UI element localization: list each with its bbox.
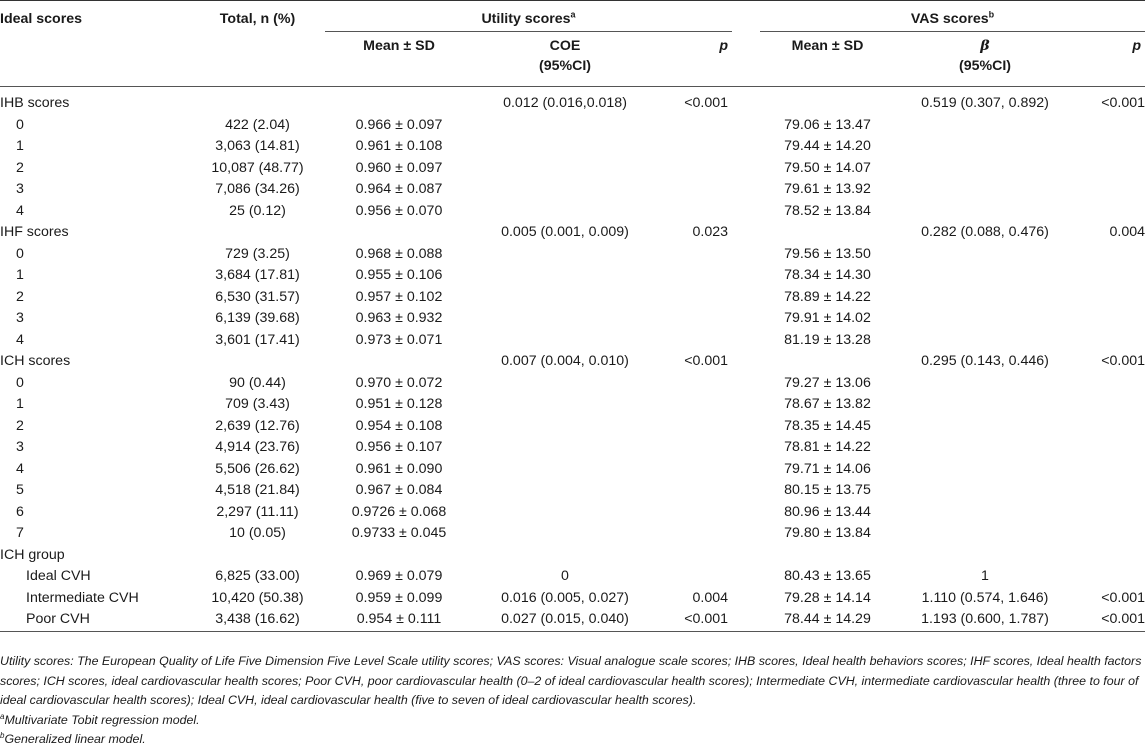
empty-cell xyxy=(732,222,760,244)
row-label: 1 xyxy=(16,396,24,412)
empty-cell xyxy=(732,459,760,481)
row-label: 0 xyxy=(16,245,24,262)
empty-cell xyxy=(657,394,732,416)
table-row xyxy=(0,158,1145,180)
utility-p: <0.001 xyxy=(684,353,728,369)
row-total: 10,087 (48.77) xyxy=(211,159,304,176)
table-row xyxy=(0,480,1145,502)
empty-cell xyxy=(895,480,1075,502)
row-total: 6,139 (39.68) xyxy=(215,310,300,326)
row-total: 3,601 (17.41) xyxy=(215,331,300,348)
vas-beta: 0.519 (0.307, 0.892) xyxy=(921,95,1049,111)
row-utility-mean: 0.954 ± 0.111 xyxy=(325,609,473,631)
empty-cell xyxy=(895,158,1075,180)
row-utility-mean: 0.967 ± 0.084 xyxy=(355,482,443,498)
empty-cell xyxy=(657,330,732,352)
empty-cell xyxy=(473,287,657,309)
group-label: ICH group xyxy=(0,546,65,563)
empty-cell xyxy=(732,265,760,287)
empty-cell xyxy=(732,566,760,588)
row-utility-mean: 0.954 ± 0.108 xyxy=(355,417,443,434)
row-vas-mean: 78.44 ± 14.29 xyxy=(760,609,895,631)
empty-cell xyxy=(473,373,657,395)
row-utility-mean: 0.9733 ± 0.045 xyxy=(351,525,447,541)
empty-cell xyxy=(732,351,760,373)
empty-cell xyxy=(1075,136,1145,158)
empty-cell xyxy=(473,523,657,545)
vas-p: <0.001 xyxy=(1101,95,1145,111)
footnote-a xyxy=(0,711,1145,731)
header-vas-sup: b xyxy=(988,9,995,20)
row-utility-mean: 0.973 ± 0.071 xyxy=(355,331,443,348)
group-label: ICH scores xyxy=(0,353,71,369)
group-header-row xyxy=(0,222,1145,244)
empty-cell xyxy=(473,459,657,481)
empty-cell xyxy=(473,158,657,180)
empty-cell xyxy=(1075,201,1145,223)
row-vas-p: <0.001 xyxy=(1075,609,1145,631)
empty-cell xyxy=(1075,394,1145,416)
row-label: 6 xyxy=(16,503,24,520)
row-utility-coe: 0.027 (0.015, 0.040) xyxy=(473,609,657,631)
empty-cell xyxy=(1075,330,1145,352)
row-label: Intermediate CVH xyxy=(26,589,139,606)
table-row xyxy=(0,416,1145,438)
header-utility-label: Utility scores xyxy=(481,11,571,27)
table-row xyxy=(0,308,1145,330)
utility-coe: 0.012 (0.016,0.018) xyxy=(503,95,627,111)
empty-cell xyxy=(732,201,760,223)
empty-cell xyxy=(732,136,760,158)
empty-cell xyxy=(657,136,732,158)
empty-cell xyxy=(895,201,1075,223)
row-total: 7,086 (34.26) xyxy=(215,181,300,197)
empty-cell xyxy=(732,308,760,330)
empty-cell xyxy=(473,437,657,459)
utility-p: 0.023 xyxy=(692,224,728,240)
empty-cell xyxy=(1075,373,1145,395)
row-utility-mean: 0.960 ± 0.097 xyxy=(355,159,443,176)
empty-cell xyxy=(190,222,325,244)
empty-cell xyxy=(732,502,760,524)
empty-cell xyxy=(895,459,1075,481)
row-utility-p xyxy=(657,566,732,588)
empty-cell xyxy=(657,308,732,330)
row-vas-beta: 1.110 (0.574, 1.646) xyxy=(921,589,1049,606)
empty-cell xyxy=(895,523,1075,545)
empty-cell xyxy=(657,244,732,266)
empty-cell xyxy=(657,480,732,502)
empty-cell xyxy=(895,287,1075,309)
row-total: 3,438 (16.62) xyxy=(190,609,325,631)
table-row xyxy=(0,394,1145,416)
table-row xyxy=(0,265,1145,287)
table-row xyxy=(0,566,1145,588)
vas-beta: 0.282 (0.088, 0.476) xyxy=(921,224,1049,240)
row-total: 25 (0.12) xyxy=(229,202,286,219)
empty-cell xyxy=(473,136,657,158)
empty-cell xyxy=(473,179,657,201)
empty-cell xyxy=(732,437,760,459)
header-beta-label: β xyxy=(980,38,990,54)
row-utility-mean: 0.951 ± 0.128 xyxy=(355,396,443,412)
empty-cell xyxy=(760,87,895,115)
empty-cell xyxy=(895,502,1075,524)
row-label: 4 xyxy=(16,331,24,348)
row-total: 10,420 (50.38) xyxy=(211,589,304,606)
empty-cell xyxy=(473,330,657,352)
empty-cell xyxy=(732,545,760,567)
empty-cell xyxy=(1075,480,1145,502)
row-label: Ideal CVH xyxy=(26,568,91,584)
table-row xyxy=(0,609,1145,631)
utility-coe: 0.007 (0.004, 0.010) xyxy=(501,353,629,369)
row-total: 4,518 (21.84) xyxy=(215,482,300,498)
abbreviations-note: Utility scores: The European Quality of Life Five Dimension Five Level Scale utility scores; VAS scores: Visual analogue scale scores; IHB scores, Ideal health behaviors scores; IHF scores, Ideal health factors scores; ICH scores, ideal cardiovascular health scores; Poor CVH, poor cardiovascular health (0–2 of ideal cardiovascular health scores); Intermediate CVH, intermediate cardiovascular health (three to four of ideal cardiovascular health scores); Ideal CVH, ideal cardiovascular health (five to seven of ideal cardiovascular health scores). xyxy=(0,654,1142,707)
row-utility-coe: 0 xyxy=(561,568,569,584)
row-utility-mean: 0.961 ± 0.108 xyxy=(355,138,443,154)
empty-cell xyxy=(895,545,1075,567)
header-utility-mean-sd: Mean ± SD xyxy=(363,38,435,54)
row-label: 1 xyxy=(16,267,24,283)
row-total: 709 (3.43) xyxy=(225,396,290,412)
empty-cell xyxy=(657,158,732,180)
row-vas-mean: 79.27 ± 13.06 xyxy=(784,374,871,391)
table-row xyxy=(0,330,1145,352)
utility-p: <0.001 xyxy=(684,95,728,111)
empty-cell xyxy=(473,308,657,330)
empty-cell xyxy=(657,523,732,545)
empty-cell xyxy=(657,201,732,223)
vas-p: 0.004 xyxy=(1109,224,1145,240)
table-row xyxy=(0,459,1145,481)
empty-cell xyxy=(473,265,657,287)
row-label: 3 xyxy=(16,439,24,455)
row-label: 0 xyxy=(16,374,24,391)
empty-cell xyxy=(1075,502,1145,524)
header-vas-label: VAS scores xyxy=(910,11,989,27)
empty-cell xyxy=(657,416,732,438)
row-label: 2 xyxy=(16,417,24,434)
row-vas-mean: 79.80 ± 13.84 xyxy=(784,525,871,541)
row-utility-p: 0.004 xyxy=(692,589,728,606)
empty-cell xyxy=(473,480,657,502)
table-row xyxy=(0,179,1145,201)
empty-cell xyxy=(732,87,760,115)
row-vas-mean: 78.52 ± 13.84 xyxy=(784,202,871,219)
row-total: 2,297 (11.11) xyxy=(216,503,299,520)
empty-cell xyxy=(895,373,1075,395)
empty-cell xyxy=(657,437,732,459)
row-label: 7 xyxy=(16,525,24,541)
table-row xyxy=(0,115,1145,137)
header-utility-sup: a xyxy=(570,9,576,20)
empty-cell xyxy=(657,502,732,524)
empty-cell xyxy=(732,523,760,545)
empty-cell xyxy=(325,351,473,373)
empty-cell xyxy=(473,244,657,266)
row-utility-p: <0.001 xyxy=(657,609,732,631)
footnote-b xyxy=(0,730,1145,750)
empty-cell xyxy=(657,265,732,287)
row-vas-mean: 80.43 ± 13.65 xyxy=(784,568,871,584)
table-notes xyxy=(0,652,1145,750)
table-body xyxy=(0,87,1145,632)
empty-cell xyxy=(190,87,325,115)
empty-cell xyxy=(732,609,760,631)
group-label: IHF scores xyxy=(0,224,69,240)
row-label: 2 xyxy=(16,159,24,176)
vas-beta: 0.295 (0.143, 0.446) xyxy=(921,353,1049,369)
group-header-row xyxy=(0,545,1145,567)
row-total: 5,506 (26.62) xyxy=(215,460,300,477)
table-row xyxy=(0,502,1145,524)
row-label: 4 xyxy=(16,202,24,219)
empty-cell xyxy=(1075,158,1145,180)
row-vas-mean: 79.61 ± 13.92 xyxy=(784,181,871,197)
empty-cell xyxy=(1075,545,1145,567)
row-vas-mean: 78.34 ± 14.30 xyxy=(784,267,871,283)
row-vas-mean: 79.28 ± 14.14 xyxy=(784,589,871,606)
row-vas-mean: 79.91 ± 14.02 xyxy=(784,310,871,326)
empty-cell xyxy=(895,416,1075,438)
header-coe-ci: (95%CI) xyxy=(538,58,592,74)
empty-cell xyxy=(895,136,1075,158)
empty-cell xyxy=(473,394,657,416)
table-row xyxy=(0,523,1145,545)
empty-cell xyxy=(657,545,732,567)
row-total: 422 (2.04) xyxy=(225,116,290,133)
empty-cell xyxy=(732,158,760,180)
header-utility-scores xyxy=(325,1,732,32)
table-row xyxy=(0,244,1145,266)
group-header-row xyxy=(0,351,1145,373)
empty-cell xyxy=(895,115,1075,137)
row-label: 2 xyxy=(16,288,24,305)
row-utility-mean: 0.966 ± 0.097 xyxy=(355,116,443,133)
empty-cell xyxy=(473,545,657,567)
row-utility-mean: 0.968 ± 0.088 xyxy=(355,245,443,262)
row-utility-mean: 0.961 ± 0.090 xyxy=(355,460,443,477)
vas-p: <0.001 xyxy=(1101,353,1145,369)
empty-cell xyxy=(732,588,760,610)
header-gap xyxy=(732,1,760,32)
header-vas-mean-sd: Mean ± SD xyxy=(791,38,864,54)
empty-cell xyxy=(657,287,732,309)
utility-coe: 0.005 (0.001, 0.009) xyxy=(501,224,629,240)
empty-cell xyxy=(895,308,1075,330)
header-vas-p: p xyxy=(1132,38,1142,54)
empty-cell xyxy=(760,222,895,244)
row-vas-mean: 79.06 ± 13.47 xyxy=(784,116,871,133)
row-utility-mean: 0.969 ± 0.079 xyxy=(355,568,443,584)
row-vas-mean: 80.96 ± 13.44 xyxy=(784,503,871,520)
empty-cell xyxy=(895,265,1075,287)
row-vas-p xyxy=(1075,566,1145,588)
row-utility-mean: 0.9726 ± 0.068 xyxy=(351,503,447,520)
table-row xyxy=(0,136,1145,158)
row-utility-mean: 0.956 ± 0.070 xyxy=(355,202,443,219)
empty-cell xyxy=(895,437,1075,459)
row-label: Poor CVH xyxy=(0,609,190,631)
header-gap-2 xyxy=(732,32,760,87)
empty-cell xyxy=(895,330,1075,352)
empty-cell xyxy=(895,179,1075,201)
header-coe xyxy=(473,32,657,87)
table-row xyxy=(0,437,1145,459)
row-utility-mean: 0.957 ± 0.102 xyxy=(355,288,443,305)
empty-cell xyxy=(1075,459,1145,481)
empty-cell xyxy=(325,87,473,115)
empty-cell xyxy=(190,351,325,373)
row-utility-mean: 0.955 ± 0.106 xyxy=(355,267,443,283)
row-total: 90 (0.44) xyxy=(229,374,286,391)
table-row xyxy=(0,287,1145,309)
row-total: 2,639 (12.76) xyxy=(215,417,300,434)
footnote-b-marker: b xyxy=(0,730,5,740)
empty-cell xyxy=(1075,287,1145,309)
empty-cell xyxy=(732,330,760,352)
table-header xyxy=(0,1,1145,87)
group-header-row xyxy=(0,87,1145,115)
row-total: 3,684 (17.81) xyxy=(215,267,300,283)
empty-cell xyxy=(732,287,760,309)
footnote-a-text: Multivariate Tobit regression model. xyxy=(4,712,200,727)
row-vas-p: <0.001 xyxy=(1101,589,1145,606)
row-vas-mean: 79.56 ± 13.50 xyxy=(784,245,871,262)
row-label: 3 xyxy=(16,181,24,197)
empty-cell xyxy=(1075,244,1145,266)
header-vas-scores xyxy=(760,1,1145,32)
empty-cell xyxy=(732,480,760,502)
row-vas-beta: 1.193 (0.600, 1.787) xyxy=(895,609,1075,631)
row-vas-mean: 79.50 ± 14.07 xyxy=(784,159,871,176)
row-total: 4,914 (23.76) xyxy=(215,439,300,455)
empty-cell xyxy=(895,244,1075,266)
table-row xyxy=(0,373,1145,395)
empty-cell xyxy=(760,351,895,373)
empty-cell xyxy=(657,179,732,201)
empty-cell xyxy=(760,545,895,567)
row-utility-mean: 0.959 ± 0.099 xyxy=(355,589,443,606)
empty-cell xyxy=(1075,265,1145,287)
row-vas-mean: 80.15 ± 13.75 xyxy=(784,482,871,498)
row-utility-mean: 0.963 ± 0.932 xyxy=(355,310,443,326)
row-vas-mean: 79.44 ± 14.20 xyxy=(784,138,871,154)
row-utility-mean: 0.970 ± 0.072 xyxy=(355,374,443,391)
empty-cell xyxy=(732,373,760,395)
empty-cell xyxy=(895,394,1075,416)
row-vas-beta: 1 xyxy=(981,568,989,584)
empty-cell xyxy=(1075,416,1145,438)
empty-cell xyxy=(473,416,657,438)
group-label: IHB scores xyxy=(0,95,70,111)
table-row xyxy=(0,201,1145,223)
empty-cell xyxy=(657,459,732,481)
row-label: 5 xyxy=(16,482,24,498)
row-label: 1 xyxy=(16,138,24,154)
empty-cell xyxy=(473,115,657,137)
row-utility-coe: 0.016 (0.005, 0.027) xyxy=(501,589,629,606)
empty-cell xyxy=(1075,437,1145,459)
row-vas-mean: 81.19 ± 13.28 xyxy=(784,331,871,348)
header-ideal-scores: Ideal scores xyxy=(0,11,83,27)
row-total: 3,063 (14.81) xyxy=(215,138,300,154)
empty-cell xyxy=(190,545,325,567)
row-label: 3 xyxy=(16,310,24,326)
table-row xyxy=(0,588,1145,610)
empty-cell xyxy=(1075,308,1145,330)
row-label: 4 xyxy=(16,460,24,477)
empty-cell xyxy=(473,201,657,223)
header-total xyxy=(190,1,325,87)
empty-cell xyxy=(325,545,473,567)
empty-cell xyxy=(1075,523,1145,545)
row-utility-mean: 0.956 ± 0.107 xyxy=(355,439,443,455)
row-total: 6,825 (33.00) xyxy=(215,568,300,584)
footnote-b-text: Generalized linear model. xyxy=(4,732,146,746)
row-label: 0 xyxy=(16,116,24,133)
header-total-text: Total, n (%) xyxy=(219,11,296,27)
empty-cell xyxy=(325,222,473,244)
empty-cell xyxy=(657,115,732,137)
row-utility-mean: 0.964 ± 0.087 xyxy=(355,181,443,197)
footnote-a-marker: a xyxy=(0,711,5,721)
header-beta xyxy=(895,32,1075,87)
empty-cell xyxy=(732,244,760,266)
empty-cell xyxy=(732,394,760,416)
header-beta-ci: (95%CI) xyxy=(958,58,1012,74)
empty-cell xyxy=(732,179,760,201)
empty-cell xyxy=(732,115,760,137)
empty-cell xyxy=(657,373,732,395)
empty-cell xyxy=(1075,179,1145,201)
empty-cell xyxy=(1075,115,1145,137)
row-vas-mean: 78.81 ± 14.22 xyxy=(784,439,871,455)
empty-cell xyxy=(732,416,760,438)
empty-cell xyxy=(473,502,657,524)
row-total: 729 (3.25) xyxy=(225,245,290,262)
header-coe-label: COE xyxy=(549,38,581,54)
row-vas-mean: 79.71 ± 14.06 xyxy=(784,460,871,477)
row-total: 10 (0.05) xyxy=(229,525,286,541)
row-total: 6,530 (31.57) xyxy=(215,288,300,305)
row-vas-mean: 78.35 ± 14.45 xyxy=(784,417,871,434)
row-vas-mean: 78.67 ± 13.82 xyxy=(784,396,871,412)
header-utility-p: p xyxy=(719,38,728,54)
row-vas-mean: 78.89 ± 14.22 xyxy=(784,288,871,305)
